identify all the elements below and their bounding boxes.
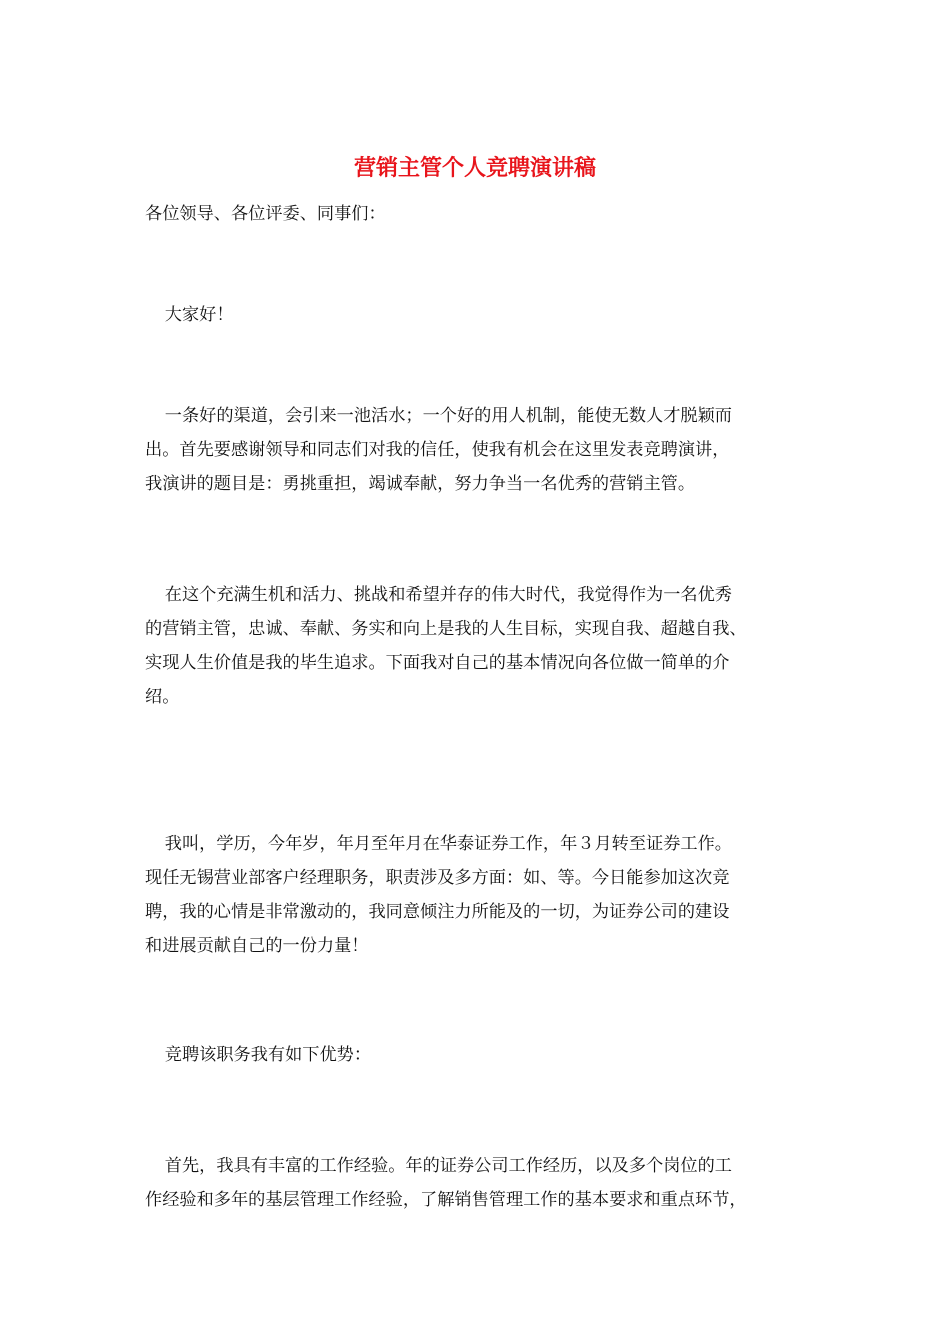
salutation: 各位领导、各位评委、同事们： <box>145 204 386 224</box>
paragraph-2 <box>145 578 805 714</box>
paragraph-line: 我演讲的题目是：勇挑重担，竭诚奉献，努力争当一名优秀的营销主管。 <box>145 474 696 494</box>
paragraph-line: 竞聘该职务我有如下优势： <box>164 1045 372 1065</box>
paragraph-line: 的营销主管，忠诚、奉献、务实和向上是我的人生目标，实现自我、超越自我、 <box>145 619 747 639</box>
greeting: 大家好！ <box>164 305 234 325</box>
paragraph-4 <box>145 1038 805 1072</box>
paragraph-line: 和进展贡献自己的一份力量！ <box>145 936 369 956</box>
paragraph-line: 绍。 <box>145 687 180 707</box>
document-title: 营销主管个人竞聘演讲稿 <box>353 155 596 181</box>
paragraph-line: 作经验和多年的基层管理工作经验，了解销售管理工作的基本要求和重点环节， <box>145 1190 747 1210</box>
paragraph-line: 实现人生价值是我的毕生追求。下面我对自己的基本情况向各位做一简单的介 <box>145 653 730 673</box>
paragraph-5 <box>145 1149 805 1217</box>
paragraph-line: 出。首先要感谢领导和同志们对我的信任，使我有机会在这里发表竞聘演讲， <box>145 440 730 460</box>
paragraph-line: 一条好的渠道，会引来一池活水；一个好的用人机制，能使无数人才脱颖而 <box>164 406 732 426</box>
paragraph-line: 首先，我具有丰富的工作经验。年的证券公司工作经历，以及多个岗位的工 <box>164 1156 732 1176</box>
paragraph-line: 聘，我的心情是非常激动的，我同意倾注力所能及的一切，为证券公司的建设 <box>145 902 730 922</box>
paragraph-line: 在这个充满生机和活力、挑战和希望并存的伟大时代，我觉得作为一名优秀 <box>164 585 732 605</box>
paragraph-1 <box>145 399 805 501</box>
paragraph-line: 我叫，学历，今年岁，年月至年月在华泰证券工作，年３月转至证券工作。 <box>164 834 732 854</box>
paragraph-line: 现任无锡营业部客户经理职务，职责涉及多方面：如、等。今日能参加这次竞 <box>145 868 730 888</box>
paragraph-3 <box>145 827 805 963</box>
